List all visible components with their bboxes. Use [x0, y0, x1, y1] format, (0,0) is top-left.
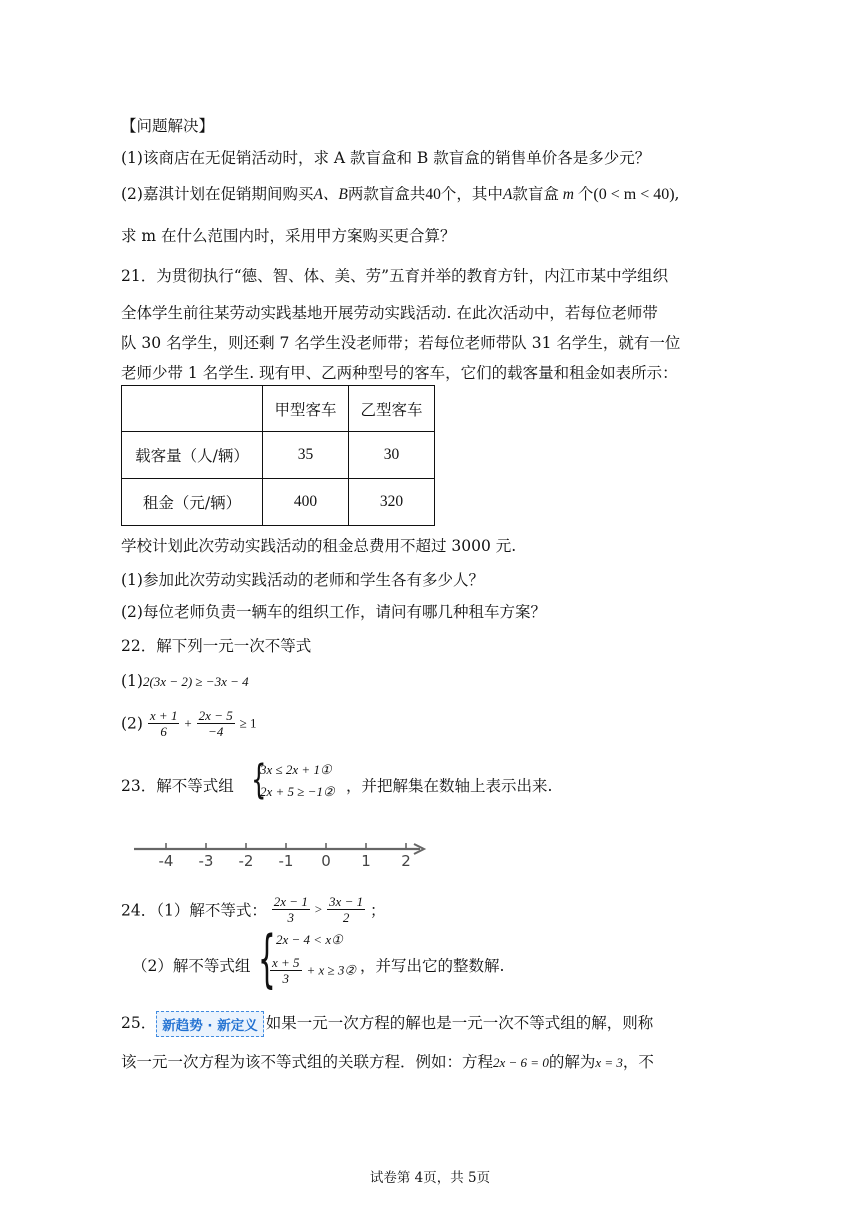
fraction-numerator: 3x − 1	[329, 894, 364, 909]
q22-fraction-2	[197, 708, 235, 739]
q25-solution: x = 3	[595, 1055, 623, 1070]
new-definition-tag: 新趋势 · 新定义	[156, 1011, 264, 1037]
q25-equation: 2x − 6 = 0	[493, 1055, 549, 1070]
fraction-numerator: 2x − 1	[273, 894, 308, 909]
q21-line2: 全体学生前往某劳动实践基地开展劳动实践活动. 在此次活动中，若每位老师带	[121, 304, 658, 322]
number-line-label: 0	[321, 852, 331, 870]
q24-fraction-1	[272, 894, 310, 925]
q24-part2-prefix: （2）解不等式组	[132, 957, 251, 975]
table-header-row	[122, 386, 435, 432]
q21-part1: (1)参加此次劳动实践活动的老师和学生各有多少人？	[121, 571, 484, 589]
table-header-cell: 乙型客车	[349, 386, 435, 432]
number-line-label: -3	[198, 852, 214, 870]
number-line	[130, 838, 430, 872]
q25-text-c: ，不	[622, 1053, 654, 1071]
table-header-cell: 甲型客车	[263, 386, 349, 432]
q24-eq2-fraction	[270, 955, 302, 986]
q23-eq2: 2x + 5 ≥ −1②	[260, 784, 335, 799]
q20-var-m: m	[558, 186, 578, 203]
number-line-label: -2	[238, 852, 254, 870]
q25-line2	[121, 1050, 654, 1072]
table-cell: 320	[349, 479, 435, 526]
table-cell: 30	[349, 432, 435, 479]
q22-part2	[121, 708, 257, 739]
number-line-label: -4	[158, 852, 174, 870]
q20-part1: (1)该商店在无促销活动时，求 A 款盲盒和 B 款盲盒的销售单价各是多少元？	[121, 149, 651, 167]
table-cell: 载客量（人/辆）	[122, 432, 263, 479]
q22-part1-label: (1)	[121, 672, 143, 690]
table-header-cell	[122, 386, 263, 432]
q20-range: (0 < m < 40)	[593, 186, 675, 203]
q25-text-b: 的解为	[548, 1053, 596, 1071]
left-brace-icon: {	[251, 757, 267, 803]
q22-part1-expr: 2(3x − 2) ≥ −3x − 4	[142, 674, 249, 689]
q25-text-a: 该一元一次方程为该不等式组的关联方程．例如：方程	[121, 1053, 494, 1071]
fraction-denominator: 3	[287, 910, 295, 925]
q20-count: 40	[425, 186, 441, 203]
q20-part2-text-b: 两款盲盒共	[347, 185, 426, 203]
q23-eq1: 3x ≤ 2x + 1①	[260, 762, 332, 777]
q22-tail: ≥ 1	[239, 715, 257, 731]
table-cell: 35	[263, 432, 349, 479]
q20-part2-text-c: 个，其中	[440, 185, 503, 203]
q22-title: 22．解下列一元一次不等式	[121, 637, 312, 655]
bus-table	[121, 385, 435, 526]
q23-prefix: 23．解不等式组	[121, 777, 234, 795]
q24-part1	[121, 894, 386, 925]
q22-plus: +	[184, 715, 192, 731]
q20-var-ab: A、B	[313, 186, 348, 203]
number-line-label: -1	[278, 852, 294, 870]
fraction-numerator: x + 5	[272, 955, 300, 970]
q21-line1: 21．为贯彻执行“德、智、体、美、劳”五育并举的教育方针，内江市某中学组织	[121, 267, 669, 285]
q21-line3: 队 30 名学生，则还剩 7 名学生没老师带；若每位老师带队 31 名学生，就有一位	[121, 334, 681, 352]
q24-eq1: 2x − 4 < x①	[276, 932, 343, 947]
number-line-label: 1	[361, 852, 371, 870]
left-brace-icon: {	[258, 922, 276, 995]
q24-gt: >	[314, 901, 323, 917]
fraction-denominator: 2	[342, 910, 350, 925]
q22-part1	[121, 672, 249, 690]
q21-after: 学校计划此次劳动实践活动的租金总费用不超过 3000 元.	[121, 537, 517, 555]
fraction-numerator: x + 1	[149, 708, 178, 723]
q24-part1-prefix: 24．（1）解不等式：	[121, 901, 267, 920]
fraction-denominator: 6	[160, 724, 167, 739]
q20-part3: 求 m 在什么范围内时，采用甲方案购买更合算？	[121, 227, 456, 245]
fraction-denominator: 3	[282, 971, 290, 986]
q20-part2-text-d: 款盲盒	[512, 185, 559, 203]
q24-part2-suffix: ，并写出它的整数解.	[360, 957, 505, 975]
fraction-numerator: 2x − 5	[198, 708, 233, 723]
q22-fraction-1	[148, 708, 180, 739]
q25-line1	[121, 1011, 653, 1037]
q20-var-a: A	[502, 186, 513, 203]
number-line-label: 2	[401, 852, 411, 870]
q20-part2-text-e: 个	[577, 185, 594, 203]
q25-text: 如果一元一次方程的解也是一元一次不等式组的解，则称	[265, 1014, 654, 1032]
section-header: 【问题解决】	[121, 117, 215, 135]
q20-part2	[121, 182, 679, 204]
table-row	[122, 432, 435, 479]
table-cell: 租金（元/辆）	[122, 479, 263, 526]
q22-part2-label: (2)	[121, 714, 143, 733]
q20-part2-text-a: (2)嘉淇计划在促销期间购买	[121, 185, 314, 203]
q20-part2-end: ,	[674, 185, 680, 203]
q21-part2: (2)每位老师负责一辆车的组织工作，请问有哪几种租车方案？	[121, 603, 546, 621]
q23-suffix: ，并把解集在数轴上表示出来.	[346, 777, 553, 795]
q21-line4: 老师少带 1 名学生. 现有甲、乙两种型号的客车，它们的载客量和租金如表所示：	[121, 364, 678, 382]
q24-part1-end: ；	[370, 901, 386, 920]
q25-number: 25．	[121, 1014, 157, 1032]
table-cell: 400	[263, 479, 349, 526]
q24-eq2-tail: + x ≥ 3②	[306, 962, 357, 978]
page-footer: 试卷第 4页，共 5页	[369, 1170, 491, 1186]
table-row	[122, 479, 435, 526]
q24-fraction-2	[327, 894, 365, 925]
fraction-denominator: −4	[208, 724, 224, 739]
q24-eq2	[270, 955, 356, 986]
